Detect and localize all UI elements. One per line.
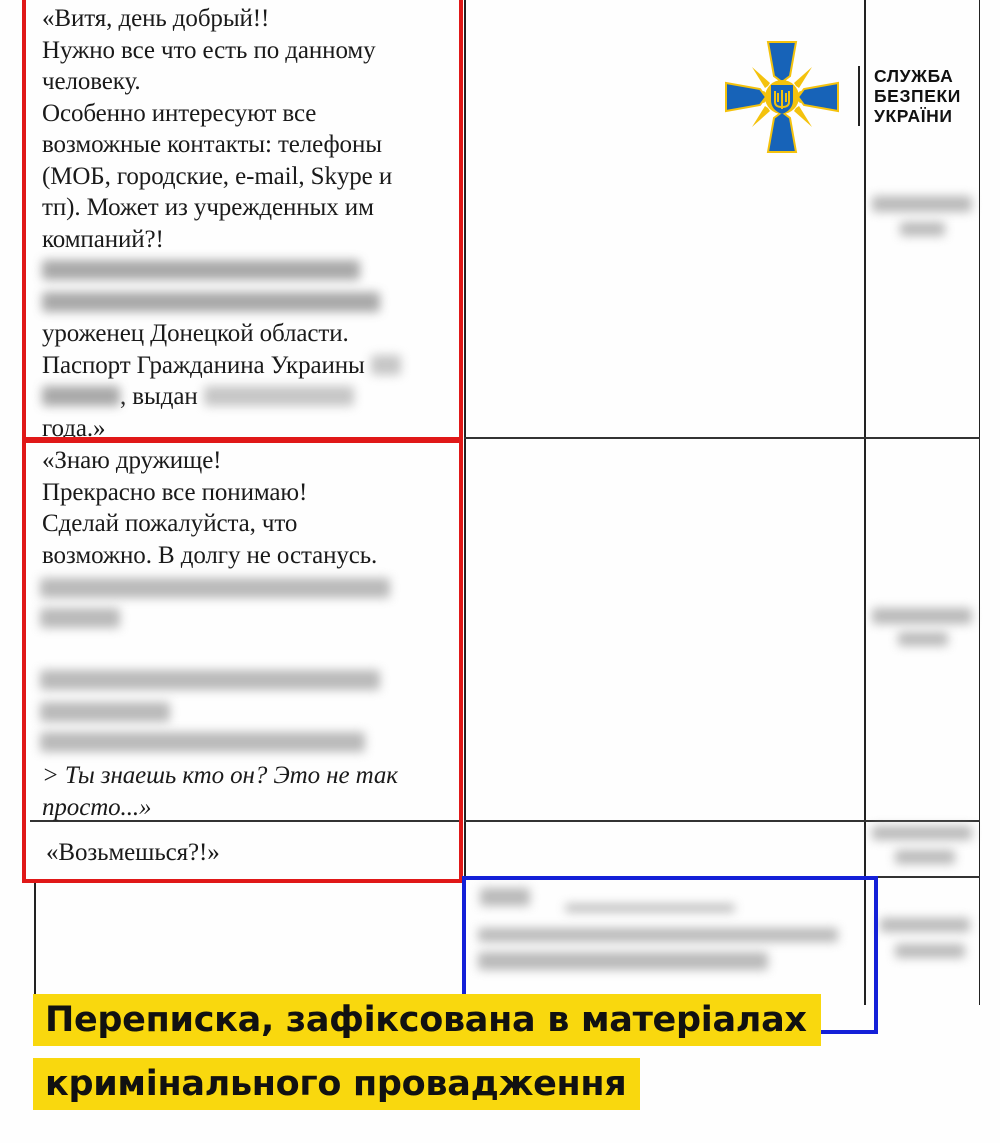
text-line: (МОБ, городские, e-mail, Skype и bbox=[42, 162, 393, 190]
text-line: Нужно все что есть по данному bbox=[42, 36, 376, 64]
highlight-frame-red bbox=[22, 0, 463, 443]
redacted-block bbox=[895, 850, 955, 864]
redacted-block bbox=[872, 826, 972, 840]
text-line: Сделай пожалуйста, что bbox=[42, 510, 298, 537]
text-line: «Витя, день добрый!! bbox=[42, 5, 270, 32]
redacted-block bbox=[872, 608, 972, 624]
table-border-left bbox=[34, 880, 36, 1005]
redacted-block bbox=[900, 222, 945, 236]
text-line: тп). Может из учрежденных им bbox=[42, 194, 374, 221]
table-row-divider bbox=[464, 437, 980, 439]
table-row-divider bbox=[464, 820, 980, 822]
redacted-block bbox=[895, 944, 965, 958]
caption-line-2: кримінального провадження bbox=[33, 1058, 640, 1110]
text-line: возможно. В долгу не останусь. bbox=[42, 541, 378, 569]
redacted-block bbox=[872, 196, 972, 212]
text-line: просто...» bbox=[42, 793, 152, 821]
text-line: компаний?! bbox=[42, 225, 164, 253]
text-line: «Возьмешься?!» bbox=[46, 839, 220, 866]
text-line: человеку. bbox=[42, 68, 141, 95]
text-line: «Знаю дружище! bbox=[42, 447, 222, 474]
caption-line-1: Переписка, зафіксована в матеріалах bbox=[33, 994, 821, 1046]
text-line: года.» bbox=[42, 414, 106, 442]
text-segment: , выдан bbox=[120, 383, 198, 410]
redacted-block bbox=[898, 632, 948, 646]
sbu-emblem-icon bbox=[722, 38, 842, 156]
text-segment: Паспорт Гражданина Украины bbox=[42, 351, 365, 379]
logo-wordmark bbox=[874, 66, 961, 126]
sbu-logo bbox=[722, 38, 978, 156]
table-divider-col1 bbox=[464, 0, 466, 1005]
highlight-frame-red bbox=[22, 437, 463, 883]
logo-line: УКРАЇНИ bbox=[874, 106, 953, 126]
text-line: Особенно интересуют все bbox=[42, 99, 317, 127]
table-border-right bbox=[979, 0, 980, 1005]
text-line: уроженец Донецкой области. bbox=[42, 320, 349, 347]
logo-line: СЛУЖБА bbox=[874, 66, 954, 86]
text-line: > Ты знаешь кто он? Это не так bbox=[42, 762, 398, 789]
logo-line: БЕЗПЕКИ bbox=[874, 86, 961, 106]
redacted-block bbox=[880, 918, 970, 932]
text-line: возможные контакты: телефоны bbox=[42, 131, 382, 158]
text-line: Прекрасно все понимаю! bbox=[42, 478, 308, 506]
logo-divider bbox=[858, 66, 860, 126]
